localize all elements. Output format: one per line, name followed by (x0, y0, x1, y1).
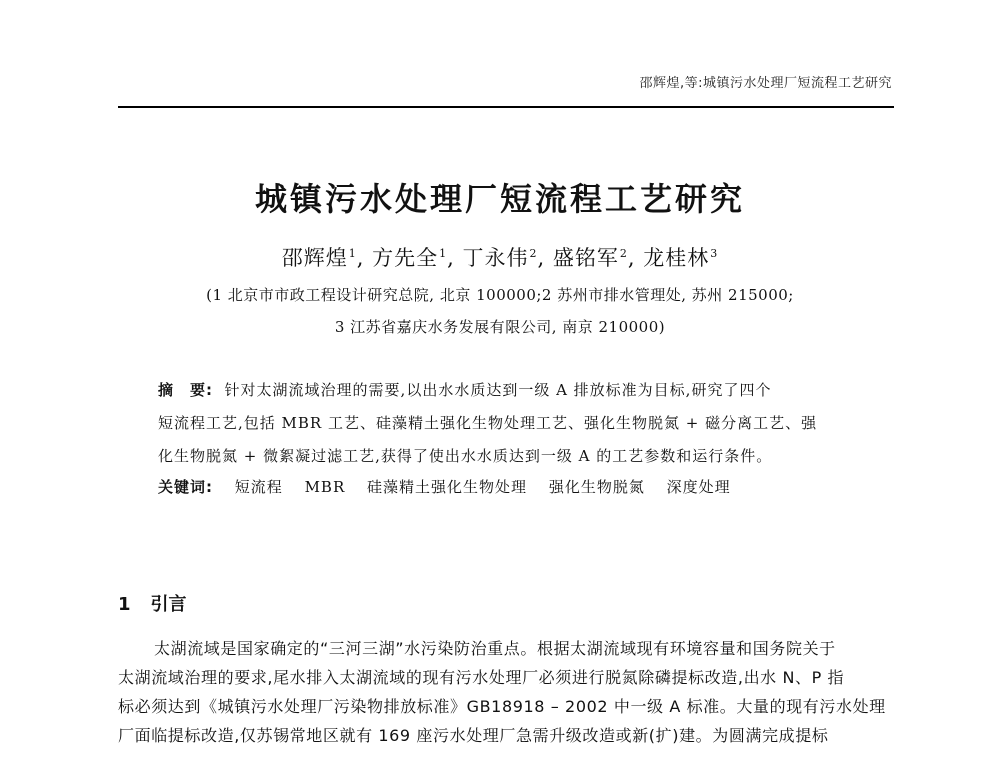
paragraph-line: 太湖流域是国家确定的“三河三湖”水污染防治重点。根据太湖流域现有环境容量和国务院关于 (154, 639, 836, 658)
keyword: 短流程 (234, 478, 283, 496)
author-affiliation-mark: 1 (348, 247, 357, 260)
author-affiliation-mark: 2 (529, 247, 538, 260)
affiliation-line-2: 3 江苏省嘉庆水务发展有限公司, 南京 210000) (334, 318, 666, 336)
keyword: 硅藻精土强化生物处理 (367, 478, 528, 496)
paper-title: 城镇污水处理厂短流程工艺研究 (254, 180, 745, 218)
author: 盛铭军 (552, 246, 619, 270)
author-affiliation-mark: 3 (710, 247, 719, 260)
keywords (158, 476, 731, 497)
author: 龙桂林 (643, 246, 710, 270)
keywords-label: 关键词: (158, 478, 213, 496)
abstract-line: 摘 要: 针对太湖流域治理的需要,以出水水质达到一级 A 排放标准为目标,研究了四个 (158, 381, 772, 399)
running-head: 邵辉煌,等:城镇污水处理厂短流程工艺研究 (639, 76, 892, 91)
paragraph-line: 太湖流域治理的要求,尾水排入太湖流域的现有污水处理厂必须进行脱氮除磷提标改造,出水 N、P 指 (118, 668, 845, 687)
keyword: 强化生物脱氮 (548, 478, 645, 496)
author: 丁永伟 (462, 246, 529, 270)
paragraph-line: 厂面临提标改造,仅苏锡常地区就有 169 座污水处理厂急需升级改造或新(扩)建。为圆满完成提标 (118, 726, 829, 745)
abstract-label: 摘 要: (158, 381, 213, 399)
section-title: 引言 (150, 594, 187, 615)
keyword: MBR (304, 478, 346, 496)
author-affiliation-mark: 2 (619, 247, 628, 260)
abstract-line: 化生物脱氮 + 微絮凝过滤工艺,获得了使出水水质达到一级 A 的工艺参数和运行条件。 (158, 447, 773, 465)
section-number: 1 (118, 594, 131, 615)
section-heading (118, 590, 187, 616)
author: 邵辉煌 (281, 246, 348, 270)
paragraph-line: 标必须达到《城镇污水处理厂污染物排放标准》GB18918 – 2002 中一级 A 标准。大量的现有污水处理 (118, 697, 886, 716)
header-rule (118, 106, 894, 108)
abstract-line: 短流程工艺,包括 MBR 工艺、硅藻精土强化生物处理工艺、强化生物脱氮 + 磁分离工艺、强 (158, 414, 818, 432)
keyword: 深度处理 (666, 478, 731, 496)
author: 方先全 (372, 246, 439, 270)
abstract (158, 374, 858, 473)
affiliation-line-1: (1 北京市市政工程设计研究总院, 北京 100000;2 苏州市排水管理处, 苏州 215000; (206, 286, 794, 304)
author-list: 邵辉煌$^1$, 方先全$^1$, 丁永伟$^2$, 盛铭军$^2$, 龙桂林$^3$ (281, 246, 719, 270)
intro-paragraph (118, 634, 894, 750)
author-affiliation-mark: 1 (439, 247, 448, 260)
